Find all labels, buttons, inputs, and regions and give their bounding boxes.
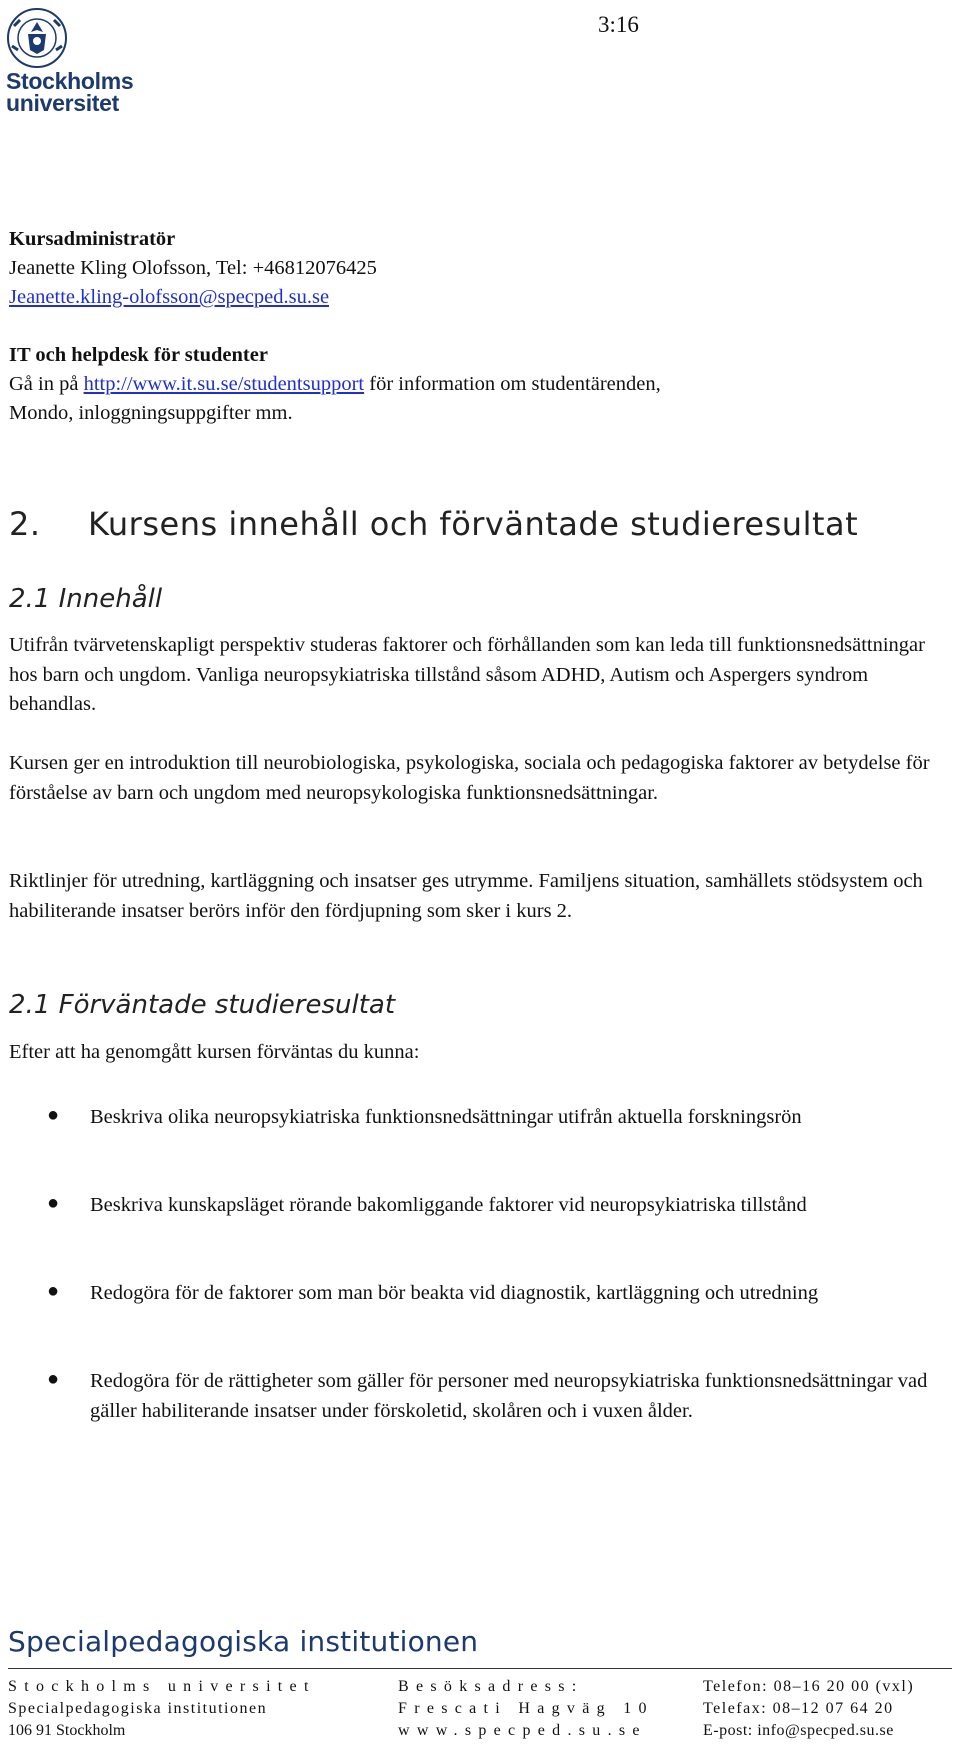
outcomes-intro: Efter att ha genomgått kursen förväntas du kunna: <box>9 1041 420 1063</box>
it-line-1 <box>9 370 949 400</box>
outcome-item: Beskriva olika neuropsykiatriska funktionsnedsättningar utifrån aktuella forskningsrön <box>90 1106 802 1128</box>
footer-website[interactable]: www.specped.su.se <box>398 1722 647 1739</box>
admin-contact: Jeanette Kling Olofsson, Tel: +46812076425 <box>9 257 377 279</box>
footer-org: Stockholms universitet <box>8 1678 316 1695</box>
footer-visit-address: Frescati Hagväg 10 <box>398 1700 654 1717</box>
outcome-item: Redogöra för de rättigheter som gäller för personer med neuropsykiatriska funktionsnedsättningar vad gäller habiliterande insatser under förskoletid, skolåren och i vuxen ålder. <box>90 1370 928 1422</box>
section-heading <box>9 505 858 543</box>
bullet-icon: ● <box>47 1104 60 1126</box>
content-paragraph-1: Utifrån tvärvetenskapligt perspektiv studeras faktorer och förhållanden som kan leda till funktionsnedsättningar hos barn och ungdom. Vanliga neuropsykiatriska tillstånd såsom ADHD, Autism och Aspergers syndrom behandlas. <box>9 634 925 715</box>
subheading-outcomes: 2.1 Förväntade studieresultat <box>9 990 396 1020</box>
section-title: Kursens innehåll och förväntade studieresultat <box>88 505 859 543</box>
footer-phone: Telefon: 08–16 20 00 (vxl) <box>703 1678 915 1695</box>
page-reference: 3:16 <box>598 12 639 37</box>
it-suffix: för information om studentärenden, <box>364 373 661 395</box>
outcome-item: Redogöra för de faktorer som man bör beakta vid diagnostik, kartläggning och utredning <box>90 1282 819 1304</box>
section-number: 2. <box>9 505 41 543</box>
admin-heading: Kursadministratör <box>9 228 176 250</box>
footer-email[interactable]: E-post: info@specped.su.se <box>703 1722 894 1739</box>
subheading-content: 2.1 Innehåll <box>9 584 163 614</box>
bullet-icon: ● <box>47 1280 60 1302</box>
it-line-2: Mondo, inloggningsuppgifter mm. <box>9 402 293 424</box>
university-wordmark: Stockholms universitet <box>6 68 134 116</box>
footer-visit-label: Besöksadress: <box>398 1678 584 1695</box>
content-paragraph-3: Riktlinjer för utredning, kartläggning och insatser ges utrymme. Familjens situation, samhällets stödsystem och habiliterande insatser berörs inför den fördjupning som sker i kurs 2. <box>9 870 923 922</box>
it-heading: IT och helpdesk för studenter <box>9 344 268 366</box>
crest-icon <box>6 6 68 70</box>
footer-fax: Telefax: 08–12 07 64 20 <box>703 1700 894 1717</box>
bullet-icon: ● <box>47 1192 60 1214</box>
it-prefix: Gå in på <box>9 373 84 395</box>
footer-postal: 106 91 Stockholm <box>8 1722 126 1739</box>
outcome-item: Beskriva kunskapsläget rörande bakomliggande faktorer vid neuropsykiatriska tillstånd <box>90 1194 807 1216</box>
bullet-icon: ● <box>47 1368 60 1390</box>
footer-department: Specialpedagogiska institutionen <box>8 1625 479 1658</box>
footer-divider <box>8 1668 952 1669</box>
content-paragraph-2: Kursen ger en introduktion till neurobiologiska, psykologiska, sociala och pedagogiska faktorer av betydelse för förståelse av barn och ungdom med neuropsykologiska funktionsnedsättningar. <box>9 752 930 804</box>
studentsupport-link[interactable]: http://www.it.su.se/studentsupport <box>83 373 365 395</box>
admin-email-line <box>9 283 949 313</box>
footer-dept: Specialpedagogiska institutionen <box>8 1700 268 1717</box>
admin-email-link[interactable]: Jeanette.kling-olofsson@specped.su.se <box>9 286 330 308</box>
